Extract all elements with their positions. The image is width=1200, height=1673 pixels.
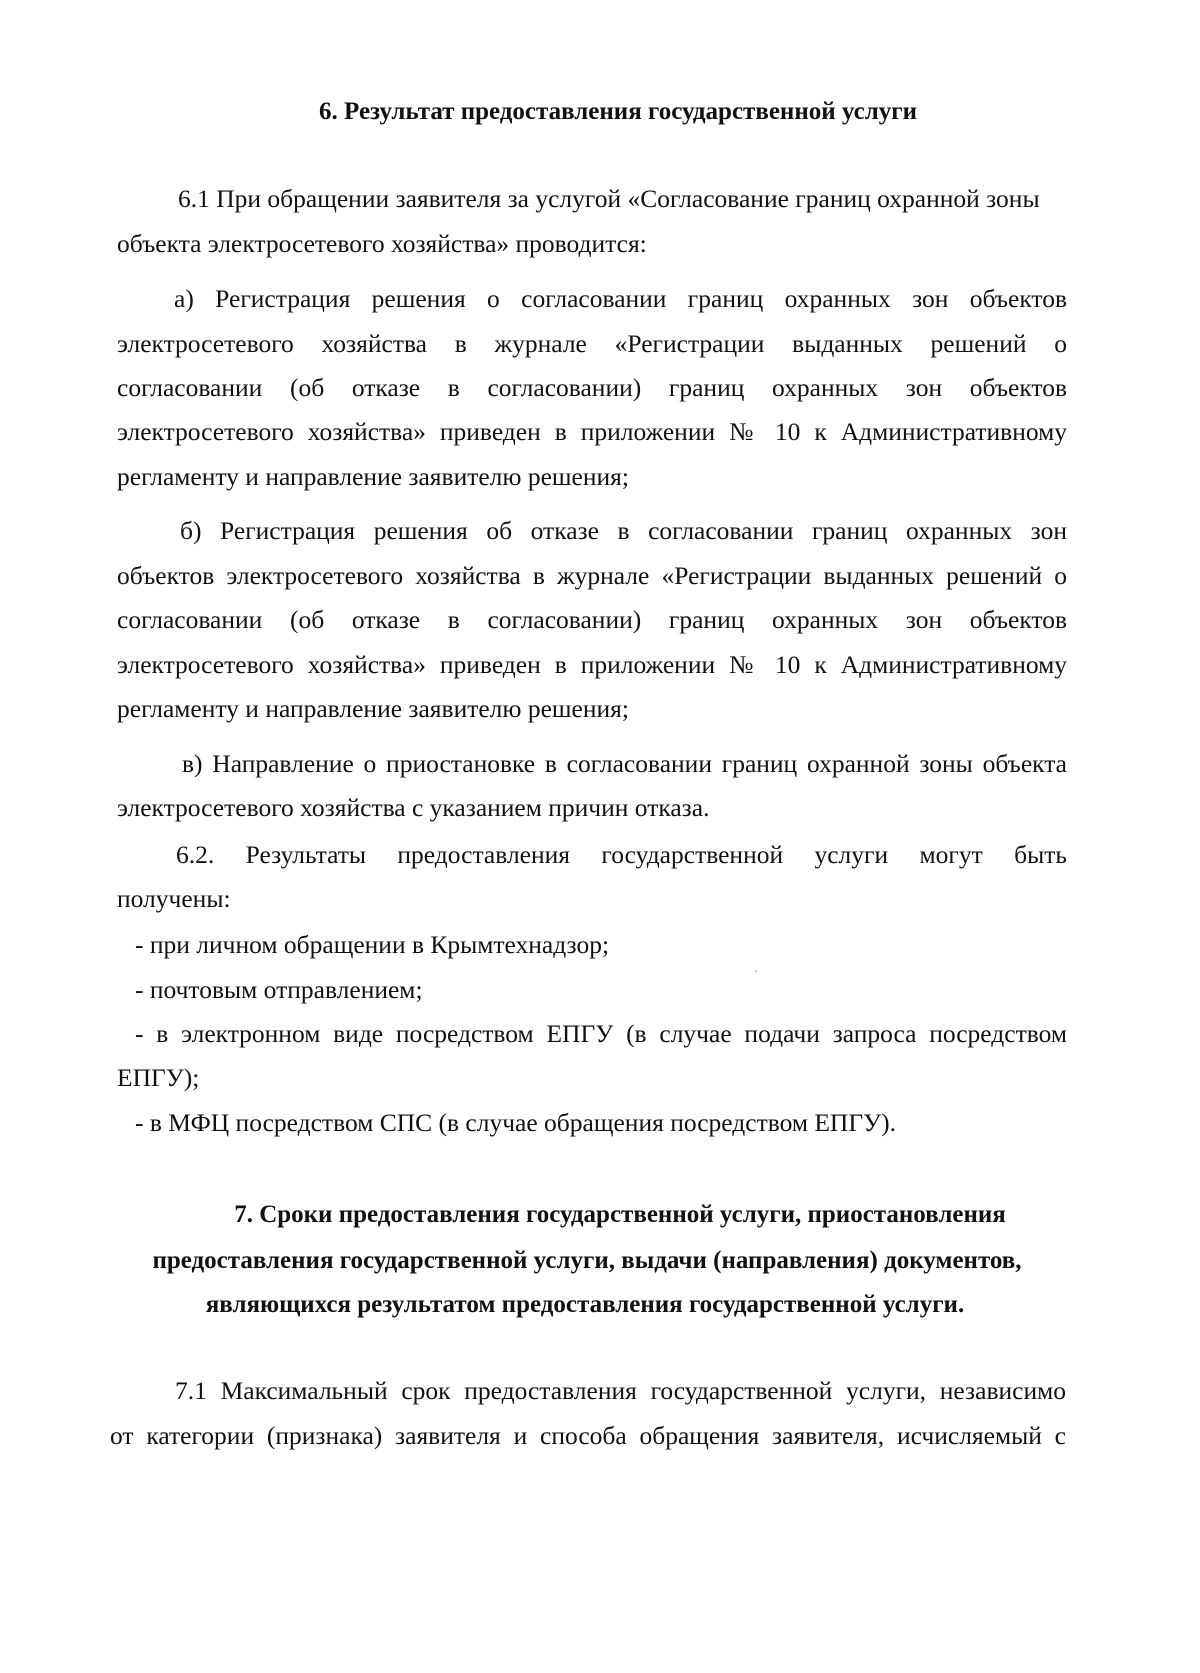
item-b-line-1: б) Регистрация решения об отказе в согласовании границ охранных зон <box>180 516 1067 545</box>
delivery-item-electronic-line-1: - в электронном виде посредством ЕПГУ (в случае подачи запроса посредством <box>135 1019 1067 1048</box>
delivery-item-personal: - при личном обращении в Крымтехнадзор; <box>135 930 610 959</box>
item-b-line-5: регламенту и направление заявителю решения; <box>117 694 629 723</box>
item-a-line-2: электросетевого хозяйства в журнале «Регистрации выданных решений о <box>117 329 1067 358</box>
item-v-line-2: электросетевого хозяйства с указанием причин отказа. <box>117 793 710 822</box>
section-6-title: 6. Результат предоставления государственной услуги <box>319 98 917 125</box>
paragraph-6-2-line-1: 6.2. Результаты предоставления государственной услуги могут быть <box>176 840 1067 869</box>
paragraph-7-1-line-1: 7.1 Максимальный срок предоставления государственной услуги, независимо <box>175 1376 1066 1405</box>
section-7-title-line-1: 7. Сроки предоставления государственной услуги, приостановления <box>234 1201 1006 1228</box>
item-b-line-3: согласовании (об отказе в согласовании) границ охранных зон объектов <box>117 605 1067 634</box>
item-a-line-1: а) Регистрация решения о согласовании границ охранных зон объектов <box>174 284 1067 313</box>
delivery-item-electronic-line-2: ЕПГУ); <box>117 1063 200 1092</box>
paragraph-7-1-line-2: от категории (признака) заявителя и способа обращения заявителя, исчисляемый с <box>110 1421 1066 1450</box>
paragraph-6-1-line-1: 6.1 При обращении заявителя за услугой «Согласование границ охранной зоны <box>178 184 1040 213</box>
scan-speck <box>755 970 757 972</box>
item-a-line-4: электросетевого хозяйства» приведен в приложении № 10 к Административному <box>117 417 1067 446</box>
paragraph-6-1-line-2: объекта электросетевого хозяйства» проводится: <box>117 229 647 258</box>
delivery-item-post: - почтовым отправлением; <box>135 975 423 1004</box>
item-v-line-1: в) Направление о приостановке в согласовании границ охранной зоны объекта <box>182 749 1067 778</box>
section-7-title-line-3: являющихся результатом предоставления государственной услуги. <box>205 1291 965 1318</box>
delivery-item-mfc: - в МФЦ посредством СПС (в случае обращения посредством ЕПГУ). <box>135 1108 897 1137</box>
section-7-title-line-2: предоставления государственной услуги, выдачи (направления) документов, <box>152 1247 1022 1274</box>
item-a-line-5: регламенту и направление заявителю решения; <box>117 462 629 491</box>
item-b-line-4: электросетевого хозяйства» приведен в приложении № 10 к Административному <box>117 650 1067 679</box>
paragraph-6-2-line-2: получены: <box>117 884 231 913</box>
item-a-line-3: согласовании (об отказе в согласовании) границ охранных зон объектов <box>117 373 1067 402</box>
item-b-line-2: объектов электросетевого хозяйства в журнале «Регистрации выданных решений о <box>117 561 1067 590</box>
